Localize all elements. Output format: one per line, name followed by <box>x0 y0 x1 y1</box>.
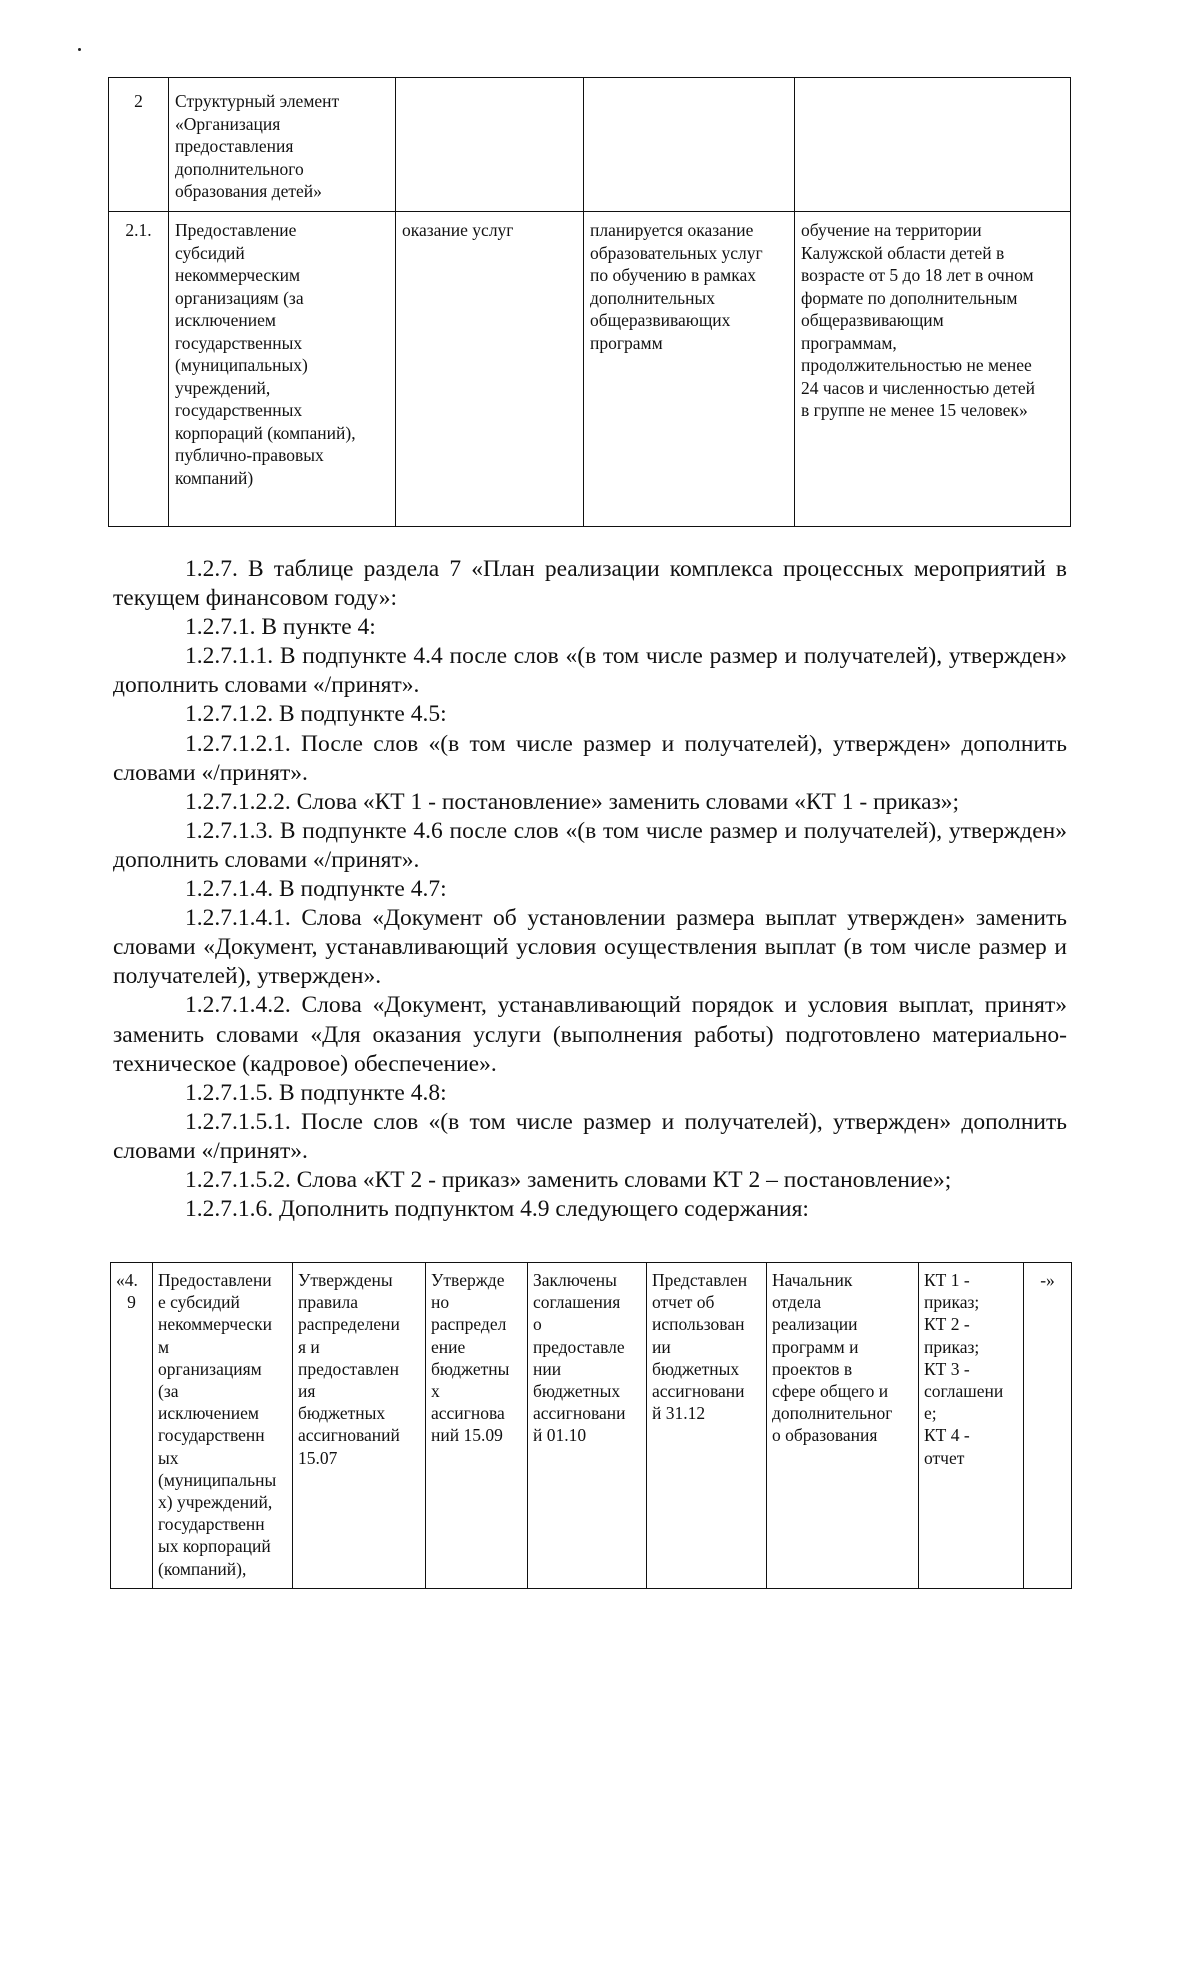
description-cell <box>584 212 795 527</box>
text-line: й 31.12 <box>652 1403 706 1424</box>
paragraph: 1.2.7.1. В пункте 4: <box>185 614 376 641</box>
text-line: ассигнований <box>298 1425 400 1446</box>
scan-speck <box>78 48 81 51</box>
text-line: предоставлен <box>298 1358 400 1379</box>
text-line: отчет <box>924 1447 965 1468</box>
item-number-cell <box>111 1263 153 1589</box>
text-line: государственных <box>175 400 303 420</box>
text-line: Утверждены <box>298 1270 393 1290</box>
text-line: бюджетных <box>652 1358 740 1379</box>
text-line: бюджетных <box>298 1403 386 1424</box>
text-line: приказ; <box>924 1292 980 1313</box>
text-line: «4. <box>116 1270 138 1290</box>
text-line: о образования <box>772 1425 878 1446</box>
text-line: образовательных услуг <box>590 242 763 263</box>
text-line: по обучению в рамках <box>590 265 756 285</box>
text-line: х <box>431 1381 440 1402</box>
table-row <box>109 212 1071 527</box>
text-line: программам, <box>801 332 897 353</box>
characteristic-cell <box>795 212 1071 527</box>
text-line: й 01.10 <box>533 1425 587 1446</box>
text-line: корпораций (компаний), <box>175 422 356 443</box>
activity-name-cell <box>153 1263 293 1589</box>
text-line: Начальник <box>772 1270 853 1290</box>
text-line: учреждений, <box>175 377 271 398</box>
text-line: бюджетны <box>431 1358 510 1379</box>
text-line: е; <box>924 1403 937 1424</box>
control-point-1-cell <box>293 1263 426 1589</box>
text-line: м <box>158 1336 170 1357</box>
text-line: соглашени <box>924 1381 1004 1402</box>
text-line: 15.07 <box>298 1447 338 1468</box>
text-line: отчет об <box>652 1292 715 1313</box>
text-line: Калужской области детей в <box>801 242 1005 263</box>
paragraph: 1.2.7.1.5.1. После слов «(в том числе размер и получателей), утвержден» дополнить словами «/принят». <box>113 1108 1067 1164</box>
text-line: ии <box>652 1336 671 1357</box>
text-line: программ <box>590 332 663 353</box>
paragraph: 1.2.7.1.4. В подпункте 4.7: <box>185 876 447 903</box>
paragraph: 1.2.7.1.1. В подпункте 4.4 после слов «(в том числе размер и получателей), утвержден» дополнить словами «/принят». <box>113 643 1067 699</box>
text-line: Утвержде <box>431 1270 505 1290</box>
text-line: приказ; <box>924 1336 980 1357</box>
element-name-cell <box>169 78 396 212</box>
text-line: проектов в <box>772 1358 853 1379</box>
row-number: 2 <box>109 78 169 212</box>
responsible-cell <box>767 1263 919 1589</box>
text-line: организациям <box>158 1358 262 1379</box>
document-type-cell <box>919 1263 1024 1589</box>
text-line: государственных <box>175 332 303 353</box>
text-line: КТ 2 - <box>924 1314 970 1335</box>
text-line: распределени <box>298 1314 400 1335</box>
paragraph: 1.2.7.1.5.2. Слова «КТ 2 - приказ» заменить словами КТ 2 – постановление»; <box>185 1166 952 1193</box>
text-line: дополнительных <box>590 287 716 308</box>
text-line: ых <box>158 1447 179 1468</box>
text-line: Предоставлени <box>158 1270 272 1290</box>
text-line: предоставления <box>175 136 294 156</box>
text-line: соглашения <box>533 1292 621 1313</box>
text-line: общеразвивающим <box>801 310 944 330</box>
text-line: (компаний), <box>158 1558 247 1579</box>
control-point-4-cell <box>647 1263 767 1589</box>
text-line: ия <box>298 1381 316 1402</box>
text-line: организациям (за <box>175 287 304 308</box>
text-line: я и <box>298 1336 320 1357</box>
text-line: формате по дополнительным <box>801 287 1018 308</box>
text-line: сфере общего и <box>772 1381 889 1402</box>
text-line: предоставле <box>533 1336 625 1357</box>
element-name-cell <box>169 212 396 527</box>
row-number: 2.1. <box>109 212 169 527</box>
text-line: дополнительного <box>175 158 304 179</box>
amendment-text <box>113 555 1067 1224</box>
paragraph: 1.2.7.1.5. В подпункте 4.8: <box>185 1079 447 1106</box>
characteristic-cell <box>795 78 1071 212</box>
paragraph: 1.2.7.1.2. В подпункте 4.5: <box>185 701 447 728</box>
paragraph: 1.2.7.1.2.2. Слова «КТ 1 - постановление» заменить словами «КТ 1 - приказ»; <box>185 788 960 815</box>
text-line: государственн <box>158 1514 265 1535</box>
text-line: исключением <box>175 310 276 330</box>
text-line: возрасте от 5 до 18 лет в очном <box>801 265 1034 285</box>
text-line: в группе не менее 15 человек» <box>801 400 1028 420</box>
text-line: образования детей» <box>175 181 322 201</box>
text-line: оказание услуг <box>402 220 514 240</box>
text-line: нии <box>533 1358 562 1379</box>
text-line: государственн <box>158 1425 265 1446</box>
text-line: 24 часов и численностью детей <box>801 377 1035 398</box>
plan-item-4-9-table <box>110 1262 1072 1589</box>
text-line: бюджетных <box>533 1381 621 1402</box>
text-line: использован <box>652 1314 745 1335</box>
text-line: некоммерчески <box>158 1314 273 1335</box>
text-line: -» <box>1040 1270 1055 1290</box>
paragraph: 1.2.7.1.3. В подпункте 4.6 после слов «(в том числе размер и получателей), утвержден» дополнить словами «/принят». <box>113 817 1067 873</box>
text-line: «Организация <box>175 113 281 134</box>
text-line: ассигнова <box>431 1403 505 1424</box>
text-line: исключением <box>158 1403 259 1424</box>
text-line: КТ 3 - <box>924 1358 970 1379</box>
text-line: о <box>533 1314 542 1335</box>
text-line: планируется оказание <box>590 220 754 240</box>
control-point-3-cell <box>528 1263 647 1589</box>
text-line: ассигновани <box>652 1381 745 1402</box>
text-line: ассигновани <box>533 1403 626 1424</box>
text-line: обучение на территории <box>801 220 982 240</box>
text-line: правила <box>298 1292 359 1313</box>
text-line: продолжительностью не менее <box>801 355 1032 375</box>
text-line: дополнительног <box>772 1403 893 1424</box>
text-line: реализации <box>772 1314 858 1335</box>
text-line: КТ 4 - <box>924 1425 970 1446</box>
closing-mark-cell <box>1024 1263 1072 1589</box>
text-line: (муниципальны <box>158 1469 277 1490</box>
type-cell <box>396 78 584 212</box>
text-line: е субсидий <box>158 1292 240 1313</box>
text-line: но <box>431 1292 450 1313</box>
text-line: Предоставление <box>175 220 297 240</box>
text-line: Структурный элемент <box>175 91 340 111</box>
paragraph: 1.2.7.1.2.1. После слов «(в том числе размер и получателей), утвержден» дополнить словами «/принят». <box>113 730 1067 786</box>
type-cell <box>396 212 584 527</box>
paragraph: 1.2.7.1.4.2. Слова «Документ, устанавливающий порядок и условия выплат, принят» заменить словами «Для оказания услуги (выполнения работы) подготовлено материально-техническое (кадровое) обеспечение». <box>113 992 1067 1077</box>
table-row <box>111 1263 1072 1589</box>
text-line: КТ 1 - <box>924 1270 970 1290</box>
structural-elements-table <box>108 77 1071 527</box>
text-line: общеразвивающих <box>590 310 731 330</box>
text-line: Представлен <box>652 1270 748 1290</box>
text-line: отдела <box>772 1292 822 1313</box>
text-line: ение <box>431 1336 466 1357</box>
paragraph: 1.2.7. В таблице раздела 7 «План реализации комплекса процессных мероприятий в текущем финансовом году»: <box>113 556 1067 612</box>
text-line: (муниципальных) <box>175 355 308 375</box>
text-line: х) учреждений, <box>158 1492 273 1513</box>
text-line: распредел <box>431 1314 507 1335</box>
paragraph: 1.2.7.1.4.1. Слова «Документ об установлении размера выплат утвержден» заменить словами «Документ, устанавливающий условия осуществления выплат (в том числе размер и получателей), утвержден». <box>113 905 1067 990</box>
text-line: программ и <box>772 1336 859 1357</box>
text-line: ых корпораций <box>158 1536 271 1557</box>
text-line: ний 15.09 <box>431 1425 503 1446</box>
text-line: (за <box>158 1381 179 1402</box>
table-row <box>109 78 1071 212</box>
text-line: Заключены <box>533 1270 617 1290</box>
text-line: субсидий <box>175 242 245 263</box>
text-line: публично-правовых <box>175 445 324 465</box>
text-line: компаний) <box>175 467 254 488</box>
control-point-2-cell <box>426 1263 528 1589</box>
text-line: 9 <box>127 1292 136 1313</box>
description-cell <box>584 78 795 212</box>
text-line: некоммерческим <box>175 265 301 285</box>
paragraph: 1.2.7.1.6. Дополнить подпунктом 4.9 следующего содержания: <box>185 1196 809 1223</box>
